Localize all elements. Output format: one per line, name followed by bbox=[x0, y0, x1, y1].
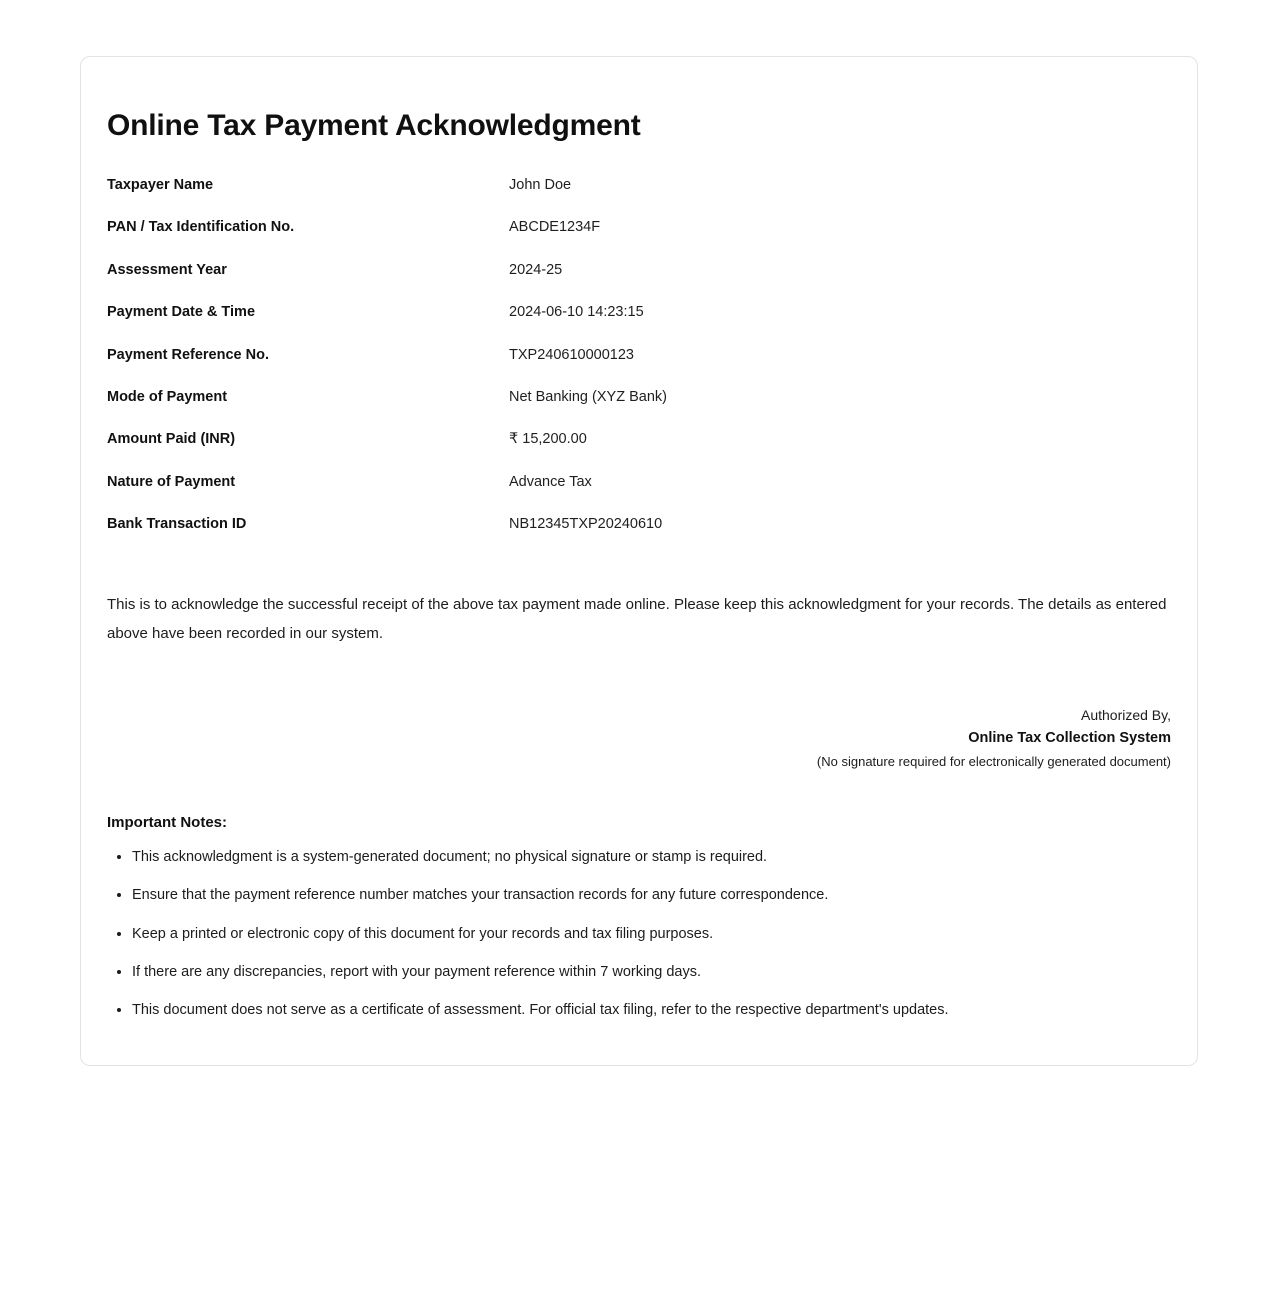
table-row bbox=[107, 516, 1171, 533]
field-label-payment-datetime: Payment Date & Time bbox=[107, 304, 256, 321]
payment-details-body bbox=[107, 177, 1171, 534]
field-value-pan: ABCDE1234F bbox=[509, 219, 601, 236]
table-row bbox=[107, 177, 1171, 219]
field-value-amount-paid: ₹ 15,200.00 bbox=[509, 431, 587, 448]
authority-name: Online Tax Collection System bbox=[968, 730, 1171, 747]
table-row bbox=[107, 347, 1171, 389]
acknowledgment-card bbox=[80, 56, 1198, 1066]
field-label-nature-of-payment: Nature of Payment bbox=[107, 473, 236, 490]
field-label-assessment-year: Assessment Year bbox=[107, 261, 227, 278]
field-value-payment-reference: TXP240610000123 bbox=[509, 346, 634, 363]
field-value-payment-datetime: 2024-06-10 14:23:15 bbox=[509, 304, 644, 321]
field-value-mode-of-payment: Net Banking (XYZ Bank) bbox=[509, 388, 667, 405]
card-content bbox=[107, 109, 1171, 1021]
acknowledgment-paragraph: This is to acknowledge the successful receipt of the above tax payment made online. Please keep this acknowledgment for your records. The details as entered above have been recorded in our system. bbox=[107, 595, 1167, 642]
field-value-taxpayer-name: John Doe bbox=[509, 177, 572, 193]
field-label-pan: PAN / Tax Identification No. bbox=[107, 219, 295, 236]
table-row bbox=[107, 262, 1171, 304]
field-label-payment-reference: Payment Reference No. bbox=[107, 346, 269, 363]
field-label-bank-transaction-id: Bank Transaction ID bbox=[107, 516, 247, 533]
important-notes-list bbox=[107, 847, 1171, 1020]
field-value-bank-transaction-id: NB12345TXP20240610 bbox=[509, 516, 663, 533]
payment-details-table bbox=[107, 177, 1171, 534]
list-item: • This acknowledgment is a system-generated document; no physical signature or stamp is required. bbox=[132, 847, 1171, 868]
table-row bbox=[107, 219, 1171, 261]
field-value-nature-of-payment: Advance Tax bbox=[509, 473, 592, 490]
authorization-block bbox=[107, 704, 1171, 772]
field-label-taxpayer-name: Taxpayer Name bbox=[107, 177, 214, 193]
list-item: • If there are any discrepancies, report with your payment reference within 7 working days. bbox=[132, 962, 1171, 983]
table-row bbox=[107, 389, 1171, 431]
table-row bbox=[107, 474, 1171, 516]
field-value-assessment-year: 2024-25 bbox=[509, 261, 563, 278]
list-item: • This document does not serve as a certificate of assessment. For official tax filing, refer to the respective department's updates. bbox=[132, 1000, 1171, 1021]
signature-disclaimer: (No signature required for electronically generated document) bbox=[816, 754, 1171, 770]
list-item: • Keep a printed or electronic copy of this document for your records and tax filing purposes. bbox=[132, 924, 1171, 945]
authorized-by-label: Authorized By, bbox=[1080, 707, 1171, 724]
list-item: • Ensure that the payment reference number matches your transaction records for any future correspondence. bbox=[132, 885, 1171, 906]
table-row bbox=[107, 304, 1171, 346]
field-label-amount-paid: Amount Paid (INR) bbox=[107, 431, 236, 448]
important-notes-title: Important Notes: bbox=[107, 814, 227, 832]
page-title: Online Tax Payment Acknowledgment bbox=[107, 109, 641, 142]
table-row bbox=[107, 431, 1171, 473]
field-label-mode-of-payment: Mode of Payment bbox=[107, 388, 228, 405]
